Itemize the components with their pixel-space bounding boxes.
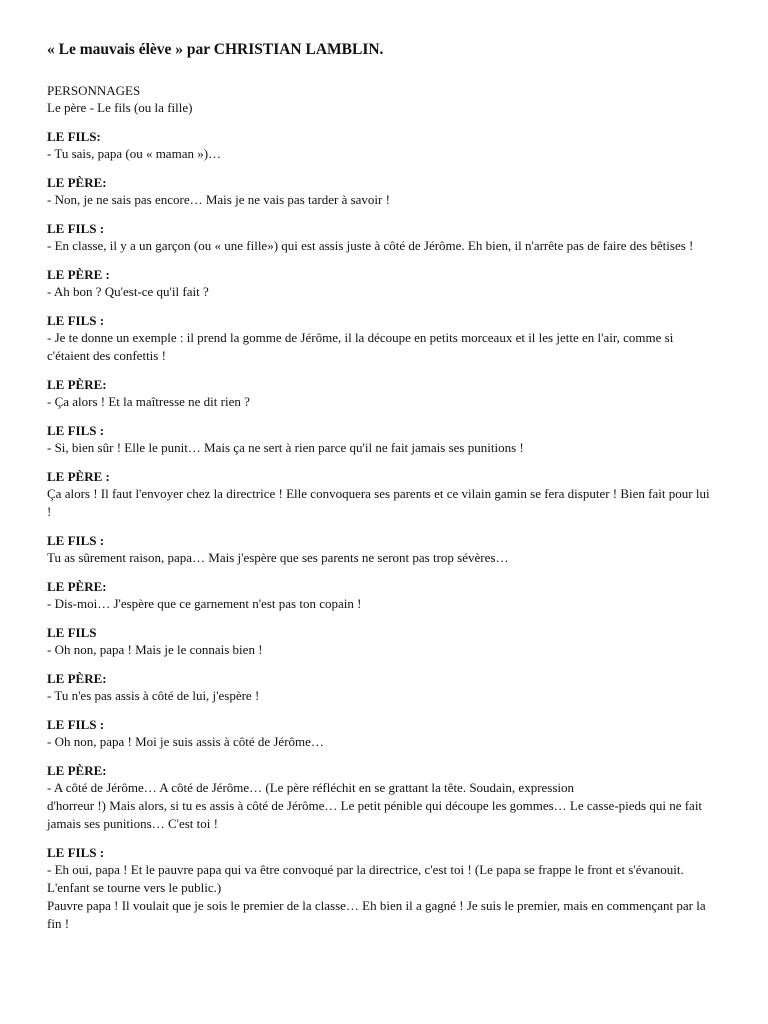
- dialogue-turn: [47, 762, 715, 833]
- dialogue-turn: [47, 266, 715, 301]
- speaker-name: LE FILS: [47, 625, 97, 640]
- dialogue-turn: [47, 532, 715, 567]
- speaker-name: LE PÈRE:: [47, 175, 107, 190]
- dialogue-line: d'horreur !) Mais alors, si tu es assis à côté de Jérôme… Le petit pénible qui découpe les gommes… Le casse-pieds qui ne fait jamais ses punitions… C'est toi !: [47, 798, 703, 831]
- dialogue-turn: [47, 422, 715, 457]
- document-page: [47, 40, 715, 944]
- dialogue-line: - Oh non, papa ! Moi je suis assis à côté de Jérôme…: [47, 734, 324, 749]
- dialogue-line: - En classe, il y a un garçon (ou « une fille») qui est assis juste à côté de Jérôme. Eh bien, il n'arrête pas de faire des bêtises !: [47, 238, 694, 253]
- dialogue-turn: [47, 174, 715, 209]
- speaker-name: LE PÈRE:: [47, 671, 107, 686]
- speaker-name: LE PÈRE:: [47, 763, 107, 778]
- speaker-name: LE FILS :: [47, 221, 105, 236]
- speaker-name: LE PÈRE :: [47, 469, 110, 484]
- dialogue-turn: [47, 220, 715, 255]
- dialogue-turn: [47, 670, 715, 705]
- dialogue-line: - Eh oui, papa ! Et le pauvre papa qui va être convoqué par la directrice, c'est toi ! (Le papa se frappe le front et s'évanouit. L'enfant se tourne vers le public.): [47, 862, 684, 895]
- dialogue-line: - Si, bien sûr ! Elle le punit… Mais ça ne sert à rien parce qu'il ne fait jamais ses punitions !: [47, 440, 524, 455]
- dialogue-line: Tu as sûrement raison, papa… Mais j'espère que ses parents ne seront pas trop sévères…: [47, 550, 509, 565]
- speaker-name: LE PÈRE:: [47, 579, 107, 594]
- speaker-name: LE FILS :: [47, 313, 105, 328]
- dialogue: [47, 128, 715, 933]
- cast-list: Le père - Le fils (ou la fille): [47, 100, 193, 115]
- dialogue-line: - Tu sais, papa (ou « maman »)…: [47, 146, 222, 161]
- dialogue-line: - Je te donne un exemple : il prend la gomme de Jérôme, il la découpe en petits morceaux et il les jette en l'air, comme si c'étaient des confettis !: [47, 330, 674, 363]
- dialogue-line: - Dis-moi… J'espère que ce garnement n'est pas ton copain !: [47, 596, 362, 611]
- dialogue-turn: [47, 468, 715, 521]
- document-title: « Le mauvais élève » par CHRISTIAN LAMBLIN.: [47, 41, 384, 58]
- dialogue-line: Pauvre papa ! Il voulait que je sois le premier de la classe… Eh bien il a gagné ! Je suis le premier, mais en commençant par la fin !: [47, 898, 706, 931]
- speaker-name: LE PÈRE:: [47, 377, 107, 392]
- cast-heading: PERSONNAGES: [47, 83, 141, 98]
- dialogue-line: - A côté de Jérôme… A côté de Jérôme… (Le père réfléchit en se grattant la tête. Soudain, expression: [47, 780, 575, 795]
- dialogue-line: - Non, je ne sais pas encore… Mais je ne vais pas tarder à savoir !: [47, 192, 390, 207]
- dialogue-turn: [47, 312, 715, 365]
- speaker-name: LE FILS:: [47, 129, 101, 144]
- dialogue-turn: [47, 578, 715, 613]
- dialogue-turn: [47, 844, 715, 933]
- speaker-name: LE FILS :: [47, 423, 105, 438]
- dialogue-turn: [47, 128, 715, 163]
- dialogue-line: - Ah bon ? Qu'est-ce qu'il fait ?: [47, 284, 209, 299]
- dialogue-line: - Tu n'es pas assis à côté de lui, j'espère !: [47, 688, 260, 703]
- speaker-name: LE PÈRE :: [47, 267, 110, 282]
- speaker-name: LE FILS :: [47, 533, 105, 548]
- dialogue-line: - Ça alors ! Et la maîtresse ne dit rien ?: [47, 394, 250, 409]
- speaker-name: LE FILS :: [47, 845, 105, 860]
- dialogue-turn: [47, 376, 715, 411]
- dialogue-turn: [47, 624, 715, 659]
- speaker-name: LE FILS :: [47, 717, 105, 732]
- dialogue-line: - Oh non, papa ! Mais je le connais bien !: [47, 642, 263, 657]
- dialogue-line: Ça alors ! Il faut l'envoyer chez la directrice ! Elle convoquera ses parents et ce vilain gamin se fera disputer ! Bien fait pour lui !: [47, 486, 710, 519]
- dialogue-turn: [47, 716, 715, 751]
